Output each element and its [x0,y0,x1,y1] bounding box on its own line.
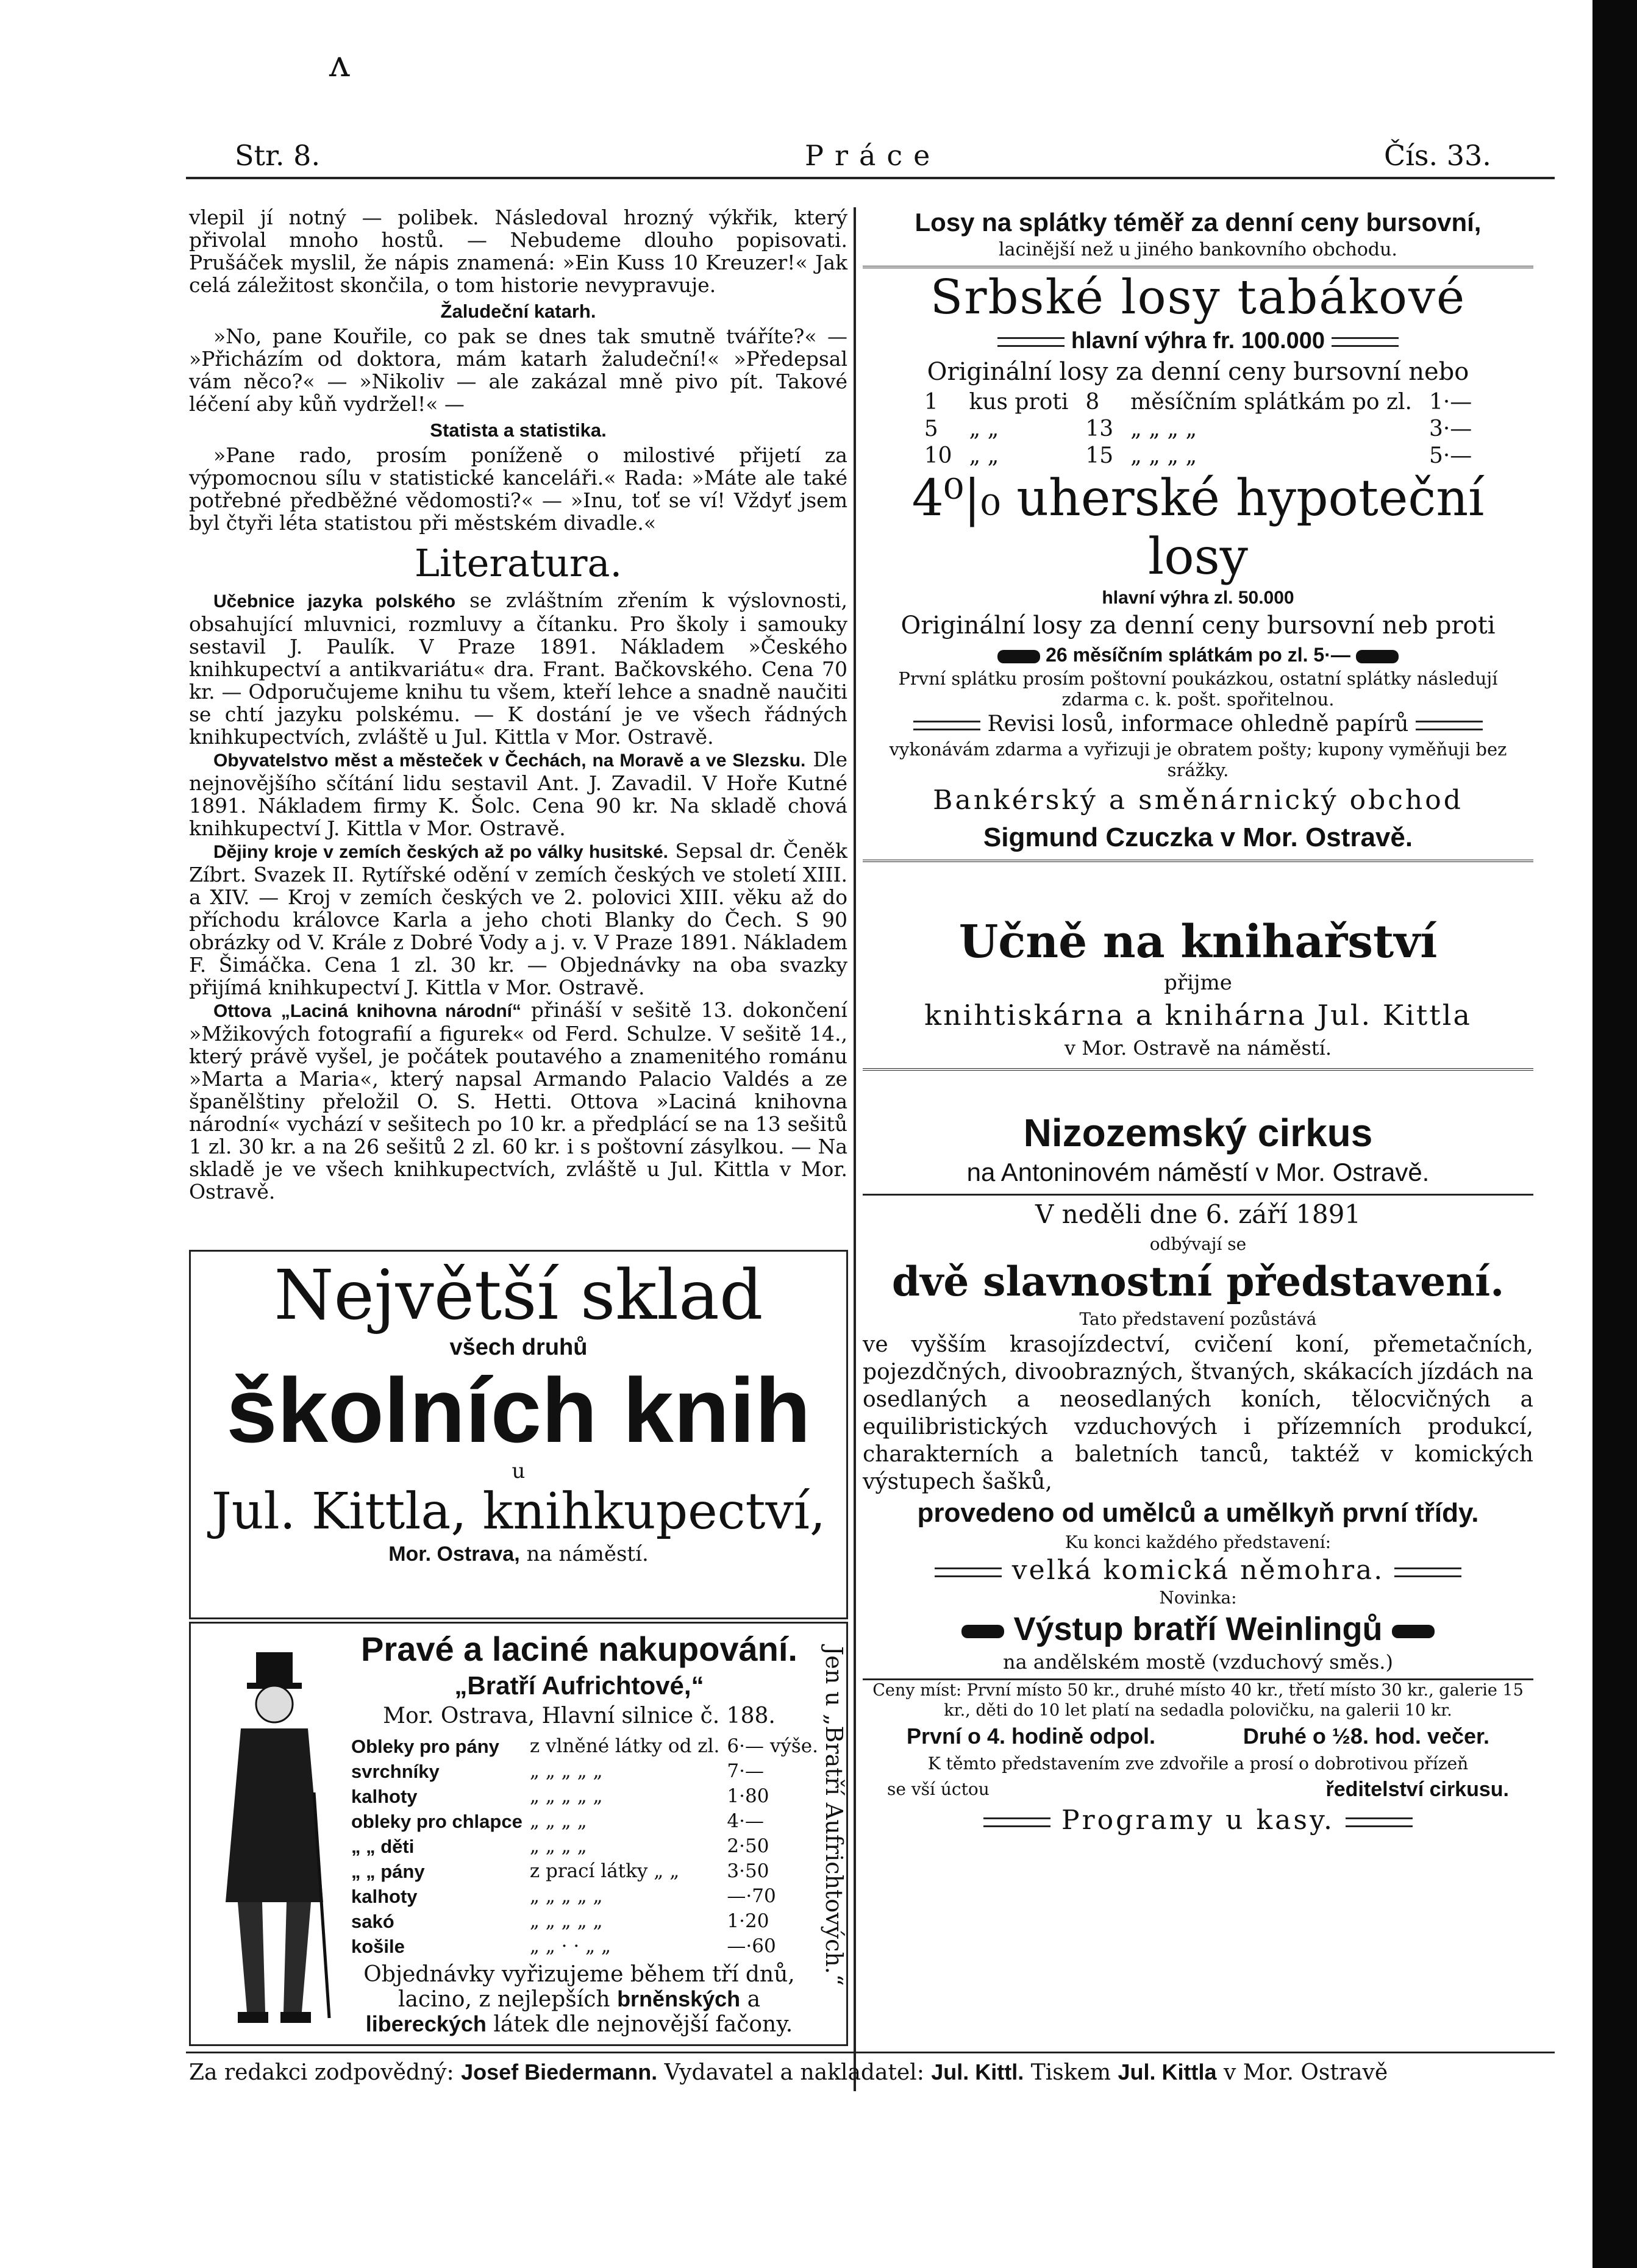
column-rule [854,207,856,2091]
installment-e: 3·— [1428,416,1472,441]
installment-e: 1·— [1428,390,1472,415]
installment-a: 1 [924,390,938,415]
price-row [348,1734,822,1759]
price-row [348,1934,822,1959]
scan-border [1592,0,1637,2268]
price-item: sakó [351,1911,394,1932]
hand-left-icon [997,650,1040,663]
circus-respect: se vší úctou [887,1779,990,1799]
text-katarh: »No, pane Kouřile, co pak se dnes tak smutně tváříte?« — »Přicházím od doktora, mám katarh žaludeční!« »Předepsal vám něco?« — »Nikoliv — ale zakázal mně pivo pít. Takové léčení aby kůň vydržel!« — [189,324,847,416]
lit-item-3-title: Dějiny kroje v zemích českých až po války husitské. [213,842,669,862]
circus-programs [863,1803,1533,1838]
imprint-print-place: v Mor. Ostravě [1223,2060,1388,2085]
losy-installments [916,389,1481,469]
lit-item-1-text: se zvláštním zřením k výslovnosti, obsahující mluvnici, rozmluvy a čítanku. Pro školy i samouky sestavil J. Paulík. V Praze 1891. Nákladem »Českého knihkupectví a antikvariátu« dra. Frant. Bačkovského. Cena 70 kr. — Odporučujeme knihu tu všem, kteří lehce a snadně naučiti se chtí jazyku polskému. — K dostání je ve všech řádných knihkupectvích, zvláště u Jul. Kittla v Mor. Ostravě. [189,588,847,749]
lit-item-1 [189,589,847,748]
price-desc: „ „ „ „ „ [529,1785,603,1807]
losy-line3-text: 26 měsíčním splátkám po zl. 5·— [1046,644,1350,666]
ad-clothes-footer-and: a [747,1987,761,2012]
ad-books-line6a: Mor. Ostrava, [388,1542,520,1566]
apprentice-title: Učně na knihařství [958,916,1438,968]
installment-b: kus proti [969,390,1069,415]
ad-clothes-footer-a: Objednávky vyřizujeme během tří dnů, lacino, z nejlepších [363,1962,795,2012]
installment-c: 15 [1085,443,1114,468]
price-row [348,1859,822,1884]
ad-clothes-firm: „Bratří Aufrichtové,“ [454,1671,704,1700]
ad-clothes-footer-brno: brněnských [617,1986,741,2011]
losy-owner: Sigmund Czuczka v Mor. Ostravě. [863,821,1533,862]
losy-line3 [863,641,1533,668]
ad-school-books [189,1250,848,1619]
circus-signoff [863,1775,1533,1803]
imprint-pub-label: Vydavatel a nakladatel: [664,2060,924,2085]
lit-item-4-text: přináší v sešitě 13. dokončení »Mžikových fotografií a figurek« od Ferd. Schulze. V sešitě 14., který právě vyšel, je počátek poutavého a znamenitého románu »Marta a Maria«, který napsal Armando Palacio Valdés a ze španělštiny přeložil O. S. Hetti. Ottova »Laciná knihovna národní« vychází v sešitech po 10 kr. a předplácí se na 13 sešitů 1 zl. 30 kr. a na 26 sešitů 2 zl. 60 kr. i s poštovní zásylkou. — Na skladě je ve všech knihkupectvích, zvláště u Jul. Kittla v Mor. Ostravě. [189,998,847,1204]
vertical-slogan [816,1646,852,2049]
circus-comic [863,1554,1533,1587]
newspaper-title: Práce [805,139,941,172]
circus-act-sub: na andělském mostě (vzduchový směs.) [863,1649,1533,1680]
price-item: košile [351,1936,405,1957]
apprentice-place: v Mor. Ostravě na náměstí. [863,1034,1533,1071]
hand-right-icon [1356,650,1399,663]
hand-left2-icon [961,1625,1004,1638]
circus-consists: Tato představení pozůstává [1079,1309,1317,1329]
price-item: kalhoty [351,1886,418,1907]
text-statista: »Pane rado, prosím poníženě o milostivé přijetí za výpomocnou sílu v statistické kanceláři.« Rada: »Máte ale také potřebné předběžné vědomosti?« — »Inu, toť se ví! Vždyť jsem byl čtyři léta statistou při městském divadle.« [189,443,847,535]
circus-act [863,1609,1533,1649]
imprint-pub-name: Jul. Kittl. [931,2059,1024,2084]
ornament-left4-icon [983,1817,1050,1827]
price-row [348,1884,822,1909]
installment-row [916,389,1481,416]
circus-times [863,1721,1533,1752]
price-item: svrchníky [351,1761,440,1782]
price-desc: „ „ „ „ [529,1835,587,1857]
price-item: „ „ děti [351,1836,415,1857]
circus-comic-text: velká komická němohra. [1011,1555,1385,1586]
lit-item-4-pre: Ottova [213,1001,272,1021]
installment-c: 8 [1085,390,1100,415]
ad-books-line5: Jul. Kittla, knihkupectví, [211,1483,826,1541]
circus-shows: dvě slavnostní představení. [891,1258,1505,1305]
price-item: obleky pro chlapce [351,1811,522,1832]
ad-clothes-text [341,1629,817,2037]
apprentice-firm: knihtiskárna a knihárna Jul. Kittla [924,999,1472,1032]
price-price: 3·50 [727,1860,769,1882]
circus-title: Nizozemský cirkus [1023,1111,1373,1155]
ad-clothes-heading: Pravé a laciné nakupování. [361,1630,797,1668]
imprint-print-name: Jul. Kittla [1118,2059,1217,2084]
circus-programs-text: Programy u kasy. [1061,1805,1335,1836]
losy-line4: První splátku prosím poštovní poukázkou, ostatní splátky následují zdarma c. k. pošt. spořitelnou. [898,668,1498,710]
price-table [348,1734,822,1959]
price-desc: „ „ · · „ „ [529,1935,612,1957]
ad-clothes-footer [341,1963,817,2037]
losy-main-prize [863,327,1533,355]
circus-invite: K těmto představením zve zdvořile a prosí o dobrotivou přízeň [927,1753,1469,1774]
ad-circus [863,1110,1533,1838]
ad-clothes-footer-c: látek dle nejnovější fačony. [493,2012,793,2037]
price-desc: z vlněné látky od zl. [529,1735,720,1757]
price-row [348,1909,822,1934]
circus-date: V neděli dne 6. září 1891 [1035,1199,1361,1229]
ornament-left3-icon [935,1567,1002,1577]
circus-second: Druhé o ½8. hod. večer. [1243,1724,1490,1749]
left-column [189,206,847,1203]
losy-line6: vykonávám zdarma a vyřizuji je obratem pošty; kupony vyměňuji bez srážky. [889,739,1507,780]
lit-item-2 [189,748,847,840]
installment-e: 5·— [1428,443,1472,468]
man-illustration-icon [204,1646,344,2042]
price-row [348,1809,822,1834]
imprint-print-label: Tiskem [1030,2060,1111,2085]
ad-books-line3: školních knih [226,1359,811,1461]
ad-books-line2: všech druhů [449,1335,588,1360]
price-desc: „ „ „ „ „ [529,1910,603,1932]
installment-b: „ „ [969,416,999,441]
price-price: 7·— [727,1760,764,1782]
price-desc: „ „ „ „ „ [529,1760,603,1782]
heading-statista: Statista a statistika. [430,419,607,441]
ad-books-line6 [191,1541,846,1567]
header-rule [186,177,1555,179]
imprint-resp-name: Josef Biedermann. [461,2059,658,2084]
lit-item-2-title: Obyvatelstvo měst a městeček v Čechách, na Moravě a ve Slezsku. [213,751,806,771]
ornament-right3-icon [1394,1567,1461,1577]
circus-place: na Antoninovém náměstí v Mor. Ostravě. [863,1156,1533,1196]
ad-apprentice [863,915,1533,1071]
installment-a: 10 [924,443,952,468]
lit-item-3 [189,840,847,999]
intro-text: vlepil jí notný — polibek. Následoval hrozný výkřik, který přivolal mnoho hostů. — Nebudeme dlouho popisovati. Prušáček myslil, že nápis znamená: »Ein Kuss 10 Kreuzer!« Jak celá záležitost skončila, o tom historie nevypravuje. [189,205,847,297]
losy-line2: Originální losy za denní ceny bursovní neb proti [901,612,1496,640]
ad-lottery [863,207,1533,862]
price-price: 1·80 [727,1785,769,1807]
price-desc: z prací látky „ „ [529,1860,680,1882]
installment-d: „ „ „ „ [1130,416,1197,441]
circus-body: ve vyšším krasojízdectví, cvičení koní, přemetačních, pojezdčných, divoobrazných, štvaných, skákacích jízdách na osedlaných a neosedlaných koních, tělocvičných a equilibristických vzduchových i přízemních produkcí, charakterních a baletních tanců, taktéž v komických výstupech šašků, [863,1332,1533,1494]
ornament-right2-icon [1416,721,1483,730]
losy-title: Srbské losy tabákové [930,270,1466,325]
price-item: Obleky pro pány [351,1736,499,1757]
losy-line1: Originální losy za denní ceny bursovní nebo [927,358,1469,386]
price-price: 1·20 [727,1910,769,1932]
ad-clothes-footer-liberec: libereckých [365,2011,487,2036]
ad-books-line6b: na náměstí. [526,1542,649,1566]
price-price: 6·— výše. [727,1735,818,1757]
losy-heading: Losy na splátky téměř za denní ceny bursovní, [915,208,1482,237]
circus-held: odbývají se [1149,1234,1247,1254]
circus-direction: ředitelství cirkusu. [1325,1778,1509,1801]
imprint-resp-label: Za redakci zodpovědný: [189,2060,454,2085]
installment-c: 13 [1085,416,1114,441]
heading-katarh: Žaludeční katarh. [440,301,596,322]
circus-end: Ku konci každého představení: [1065,1532,1332,1552]
losy-title2: 4⁰|₀ uherské hypoteční losy [911,469,1485,586]
price-item: kalhoty [351,1786,418,1807]
price-price: —·70 [727,1885,776,1907]
imprint [189,2059,1555,2085]
losy-line5 [863,710,1533,739]
ornament-right4-icon [1346,1817,1413,1827]
ornament-right-icon [1332,337,1399,347]
price-desc: „ „ „ „ „ [529,1885,603,1907]
price-desc: „ „ „ „ [529,1810,587,1832]
ad-clothes-address: Mor. Ostrava, Hlavní silnice č. 188. [383,1703,776,1728]
heading-literatura: Literatura. [414,541,622,585]
circus-prices: Ceny míst: První místo 50 kr., druhé místo 40 kr., třetí místo 30 kr., galerie 15 kr., děti do 10 let platí na sedadla polovičku, na galerii 10 kr. [872,1681,1524,1720]
circus-novelty: Novinka: [1159,1588,1237,1608]
lit-item-4 [189,999,847,1203]
price-item: „ „ pány [351,1861,425,1882]
price-price: —·60 [727,1935,776,1957]
losy-line5-text: Revisi losů, informace ohledně papírů [987,711,1409,736]
lit-item-1-title: Učebnice jazyka polského [213,591,456,612]
installment-a: 5 [924,416,938,441]
lit-item-4-title: „Laciná knihovna národní“ [280,1001,522,1021]
circus-performed: provedeno od umělců a umělkyň první třídy. [917,1498,1479,1528]
hand-right2-icon [1392,1625,1435,1638]
installment-b: „ „ [969,443,999,468]
ad-books-line1: Největší sklad [274,1256,763,1335]
lit-item-3-text: Sepsal dr. Čeněk Zíbrt. Svazek II. Rytířské odění v zemích českých ve století XIII. a XIV. — Kroj v zemích českých ve 2. polovici XIII. věku až do příchodu královce Karla a jeho choti Blanky do Čech. S 90 obrázky od V. Krále z Dobré Vody a j. v. V Praze 1891. Nákladem F. Šimáčka. Cena 1 zl. 30 kr. — Objednávky na oba svazky přijímá knihkupectví J. Kittla v Mor. Ostravě. [189,839,847,999]
price-price: 4·— [727,1810,764,1832]
price-price: 2·50 [727,1835,769,1857]
issue-number: Čís. 33. [1384,139,1491,172]
installment-d: měsíčním splátkám po zl. [1130,390,1412,415]
ad-books-line4: u [512,1459,526,1483]
price-row [348,1759,822,1784]
price-row [348,1784,822,1809]
circus-act-text: Výstup bratří Weinlingů [1013,1611,1383,1647]
footer-rule [186,2052,1555,2053]
losy-main-prize2: hlavní výhra zl. 50.000 [1102,588,1294,608]
top-mark: ʌ [329,43,350,85]
price-row [348,1834,822,1859]
installment-d: „ „ „ „ [1130,443,1197,468]
page-number: Str. 8. [235,139,321,172]
apprentice-sub: přijme [1164,971,1232,995]
ornament-left2-icon [913,721,980,730]
losy-sub: lacinější než u jiného bankovního obchodu. [863,238,1533,268]
circus-first: První o 4. hodině odpol. [906,1724,1155,1749]
installment-row [916,416,1481,443]
ornament-left-icon [997,337,1065,347]
losy-main-prize-text: hlavní výhra fr. 100.000 [1071,328,1325,354]
vertical-slogan-text: Jen u „Bratří Aufrichtových.“ [821,1646,847,1986]
losy-bank: Bankérský a směnárnický obchod [933,785,1463,816]
lit-item-2-text: Dle nejnovějšího sčítání lidu sestavil Ant. J. Zavadil. V Hoře Kutné 1891. Nákladem firmy K. Šolc. Cena 90 kr. Na skladě chová knihkupectví J. Kittla v Mor. Ostravě. [189,747,847,840]
installment-row [916,443,1481,469]
